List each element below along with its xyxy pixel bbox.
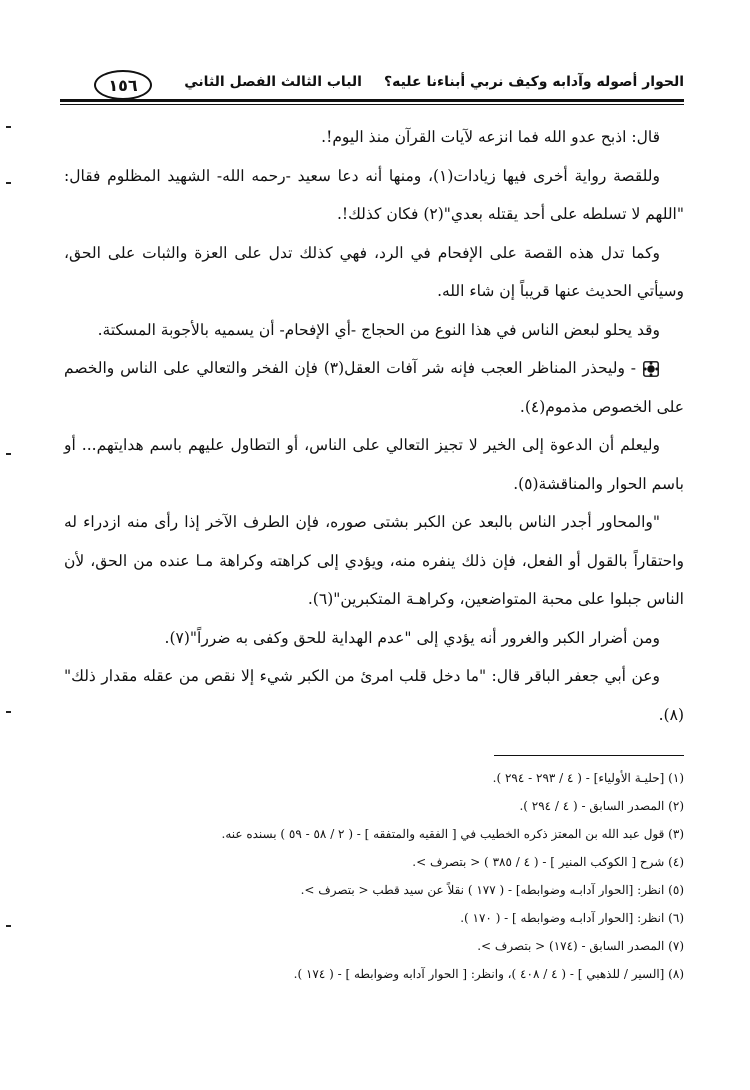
- footnote: (٥) انظر: [الحوار آدابـه وضوابطه] - ( ١٧٧ ) نقلاً عن سيد قطب < بتصرف >.: [300, 883, 684, 897]
- book-title: الحوار أصوله وآدابه وكيف نربي أبناءنا عليه؟: [383, 74, 684, 90]
- paragraph: وليعلم أن الدعوة إلى الخير لا تجيز التعالي على الناس، أو التطاول عليهم باسم هدايتهم... أو باسم الحوار والمناقشة(٥).: [64, 436, 684, 493]
- paragraph: ومن أضرار الكبر والغرور أنه يؤدي إلى "عدم الهداية للحق وكفى به ضرراً"(٧).: [164, 628, 660, 647]
- paragraph: وكما تدل هذه القصة على الإفحام في الرد، فهي كذلك تدل على العزة والثبات على الحق، وسيأتي الحديث عنها قريباً إن شاء الله.: [64, 243, 684, 300]
- page-header: [60, 68, 684, 104]
- margin-mark: [6, 711, 11, 713]
- margin-mark: [6, 126, 11, 128]
- footnote: (٢) المصدر السابق - ( ٤ / ٢٩٤ ).: [519, 799, 684, 813]
- paragraph: وللقصة رواية أخرى فيها زيادات(١)، ومنها أنه دعا سعيد -رحمه الله- الشهيد المظلوم فقال: "اللهم لا تسلطه على أحد يقتله بعدي"(٢) فكان كذلك!.: [64, 166, 684, 223]
- footnote-separator: [494, 755, 684, 756]
- paragraph-with-ornament: [64, 349, 684, 426]
- footnote: (٤) شرح [ الكوكب المنير ] - ( ٤ / ٣٨٥ ) < بتصرف >.: [412, 855, 684, 869]
- paragraph-text: - وليحذر المناظر العجب فإنه شر آفات العقل(٣) فإن الفخر والتعالي على الناس والخصم على الخصوص مذموم(٤).: [64, 359, 684, 416]
- main-text: [64, 118, 684, 734]
- running-header: [184, 74, 684, 90]
- margin-mark: [6, 182, 11, 184]
- footnote: (٦) انظر: [الحوار آدابـه وضوابطه ] - ( ١٧٠ ).: [460, 911, 684, 925]
- footnotes: [64, 764, 684, 988]
- paragraph: "والمحاور أجدر الناس بالبعد عن الكبر بشتى صوره، فإن الطرف الآخر إذا رأى منه ازدراء له واحتقاراً بالقول أو الفعل، فإن ذلك ينفره منه، ويؤدي إلى كراهته وكراهة مـا عنده من الحق، لأن الناس جبلوا على محبة المتواضعين، وكراهـة المتكبرين"(٦).: [64, 513, 684, 608]
- footnote: (٧) المصدر السابق - (١٧٤) < بتصرف >.: [477, 939, 684, 953]
- margin-mark: [6, 453, 11, 455]
- margin-mark: [6, 925, 11, 927]
- page-number: ١٥٦: [94, 70, 152, 100]
- flower-ornament-icon: [642, 360, 660, 378]
- footnote: (٣) قول عبد الله بن المعتز ذكره الخطيب في [ الفقيه والمتفقه ] - ( ٢ / ٥٨ - ٥٩ ) بسنده عنه.: [221, 827, 684, 841]
- footnote: (٨) [السير / للذهبي ] - ( ٤ / ٤٠٨ )، وانظر: [ الحوار آدابه وضوابطه ] - ( ١٧٤ ).: [293, 967, 684, 981]
- paragraph: وقد يحلو لبعض الناس في هذا النوع من الحجاج -أي الإفحام- أن يسميه بالأجوبة المسكتة.: [97, 320, 660, 339]
- header-rule-thin: [60, 104, 684, 105]
- chapter-title: الباب الثالث الفصل الثاني: [184, 74, 362, 90]
- footnote: (١) [حليـة الأولياء] - ( ٤ / ٢٩٣ - ٢٩٤ ).: [492, 771, 684, 785]
- header-rule-thick: [60, 99, 684, 102]
- paragraph: قال: اذبح عدو الله فما انزعه لآيات القرآن منذ اليوم!.: [321, 128, 660, 146]
- paragraph: وعن أبي جعفر الباقر قال: "ما دخل قلب امرئ من الكبر شيء إلا نقص من عقله مقدار ذلك"(٨).: [64, 667, 684, 724]
